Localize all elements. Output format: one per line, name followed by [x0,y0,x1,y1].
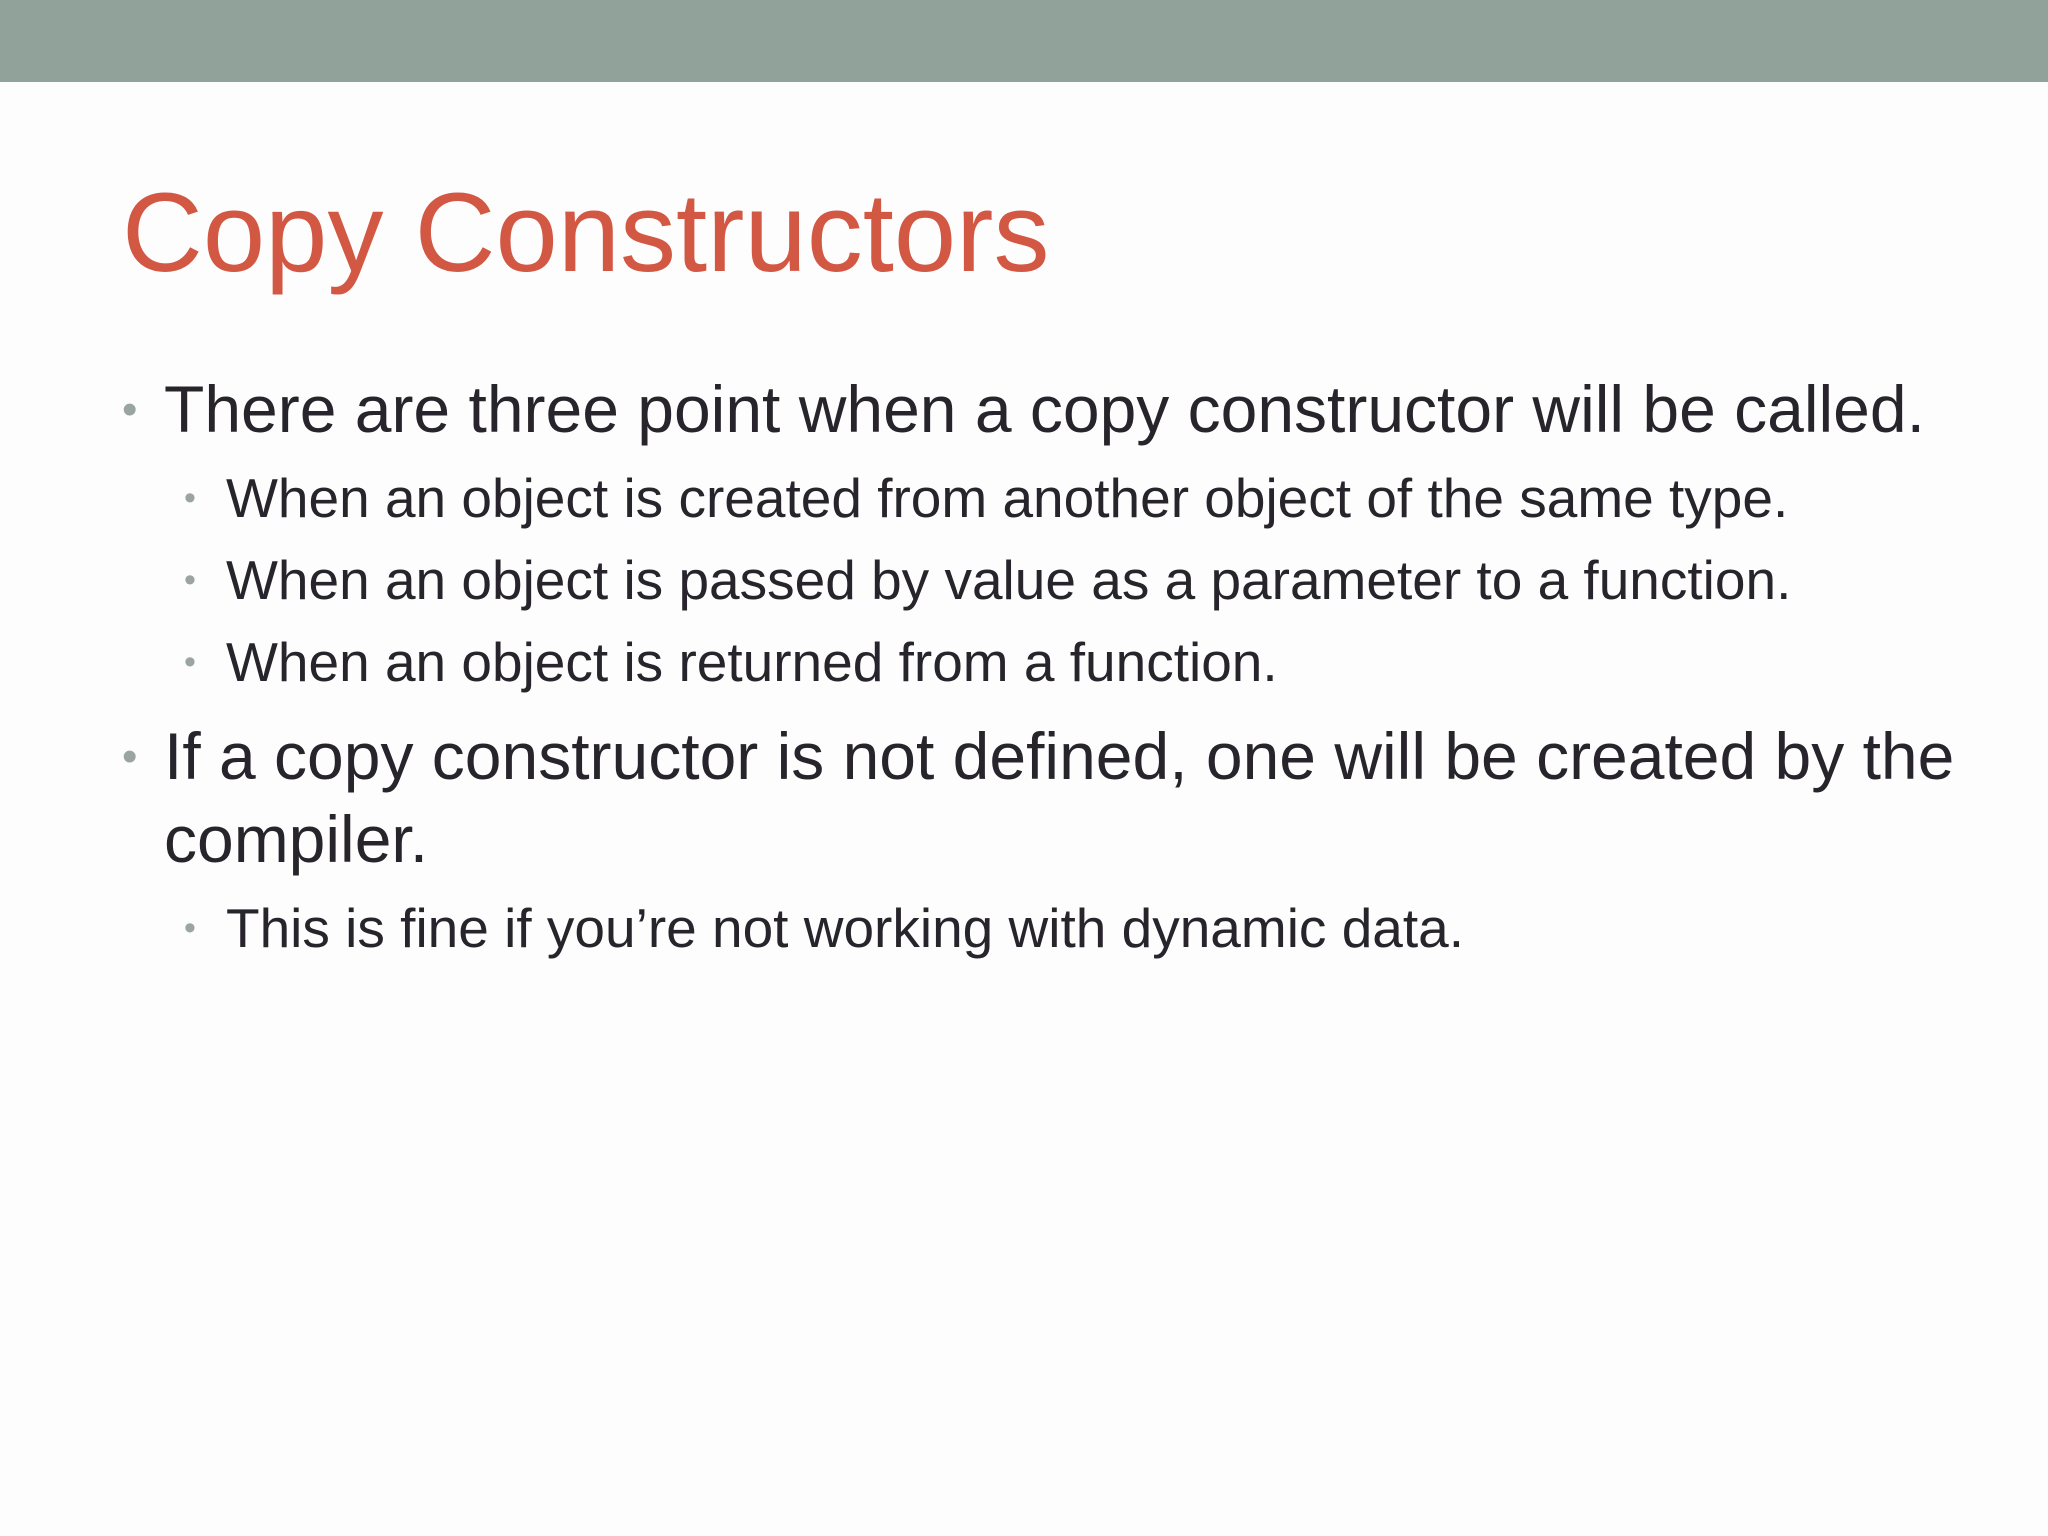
sub-bullet-item [184,887,1982,969]
sub-bullet-list [122,887,1982,969]
bullet-dot-icon: • [122,732,138,781]
bullet-item [122,715,1982,881]
bullet-text: There are three point when a copy constructor will be called. [164,372,1925,446]
sub-bullet-item [184,457,1982,539]
slide-title: Copy Constructors [122,170,1050,295]
sub-bullet-text: This is fine if you’re not working with dynamic data. [226,897,1465,959]
bullet-text: If a copy constructor is not defined, one will be created by the compiler. [164,719,1955,876]
sub-bullet-text: When an object is returned from a function. [226,631,1278,693]
sub-bullet-item [184,621,1982,703]
sub-bullet-dot-icon: • [184,479,196,517]
top-accent-bar [0,0,2048,82]
sub-bullet-item [184,539,1982,621]
sub-bullet-list [122,457,1982,703]
sub-bullet-dot-icon: • [184,643,196,681]
sub-bullet-dot-icon: • [184,909,196,947]
bullet-dot-icon: • [122,385,138,434]
bullet-item [122,368,1982,451]
slide-body [122,368,1982,981]
sub-bullet-dot-icon: • [184,561,196,599]
sub-bullet-text: When an object is created from another object of the same type. [226,467,1789,529]
sub-bullet-text: When an object is passed by value as a parameter to a function. [226,549,1792,611]
